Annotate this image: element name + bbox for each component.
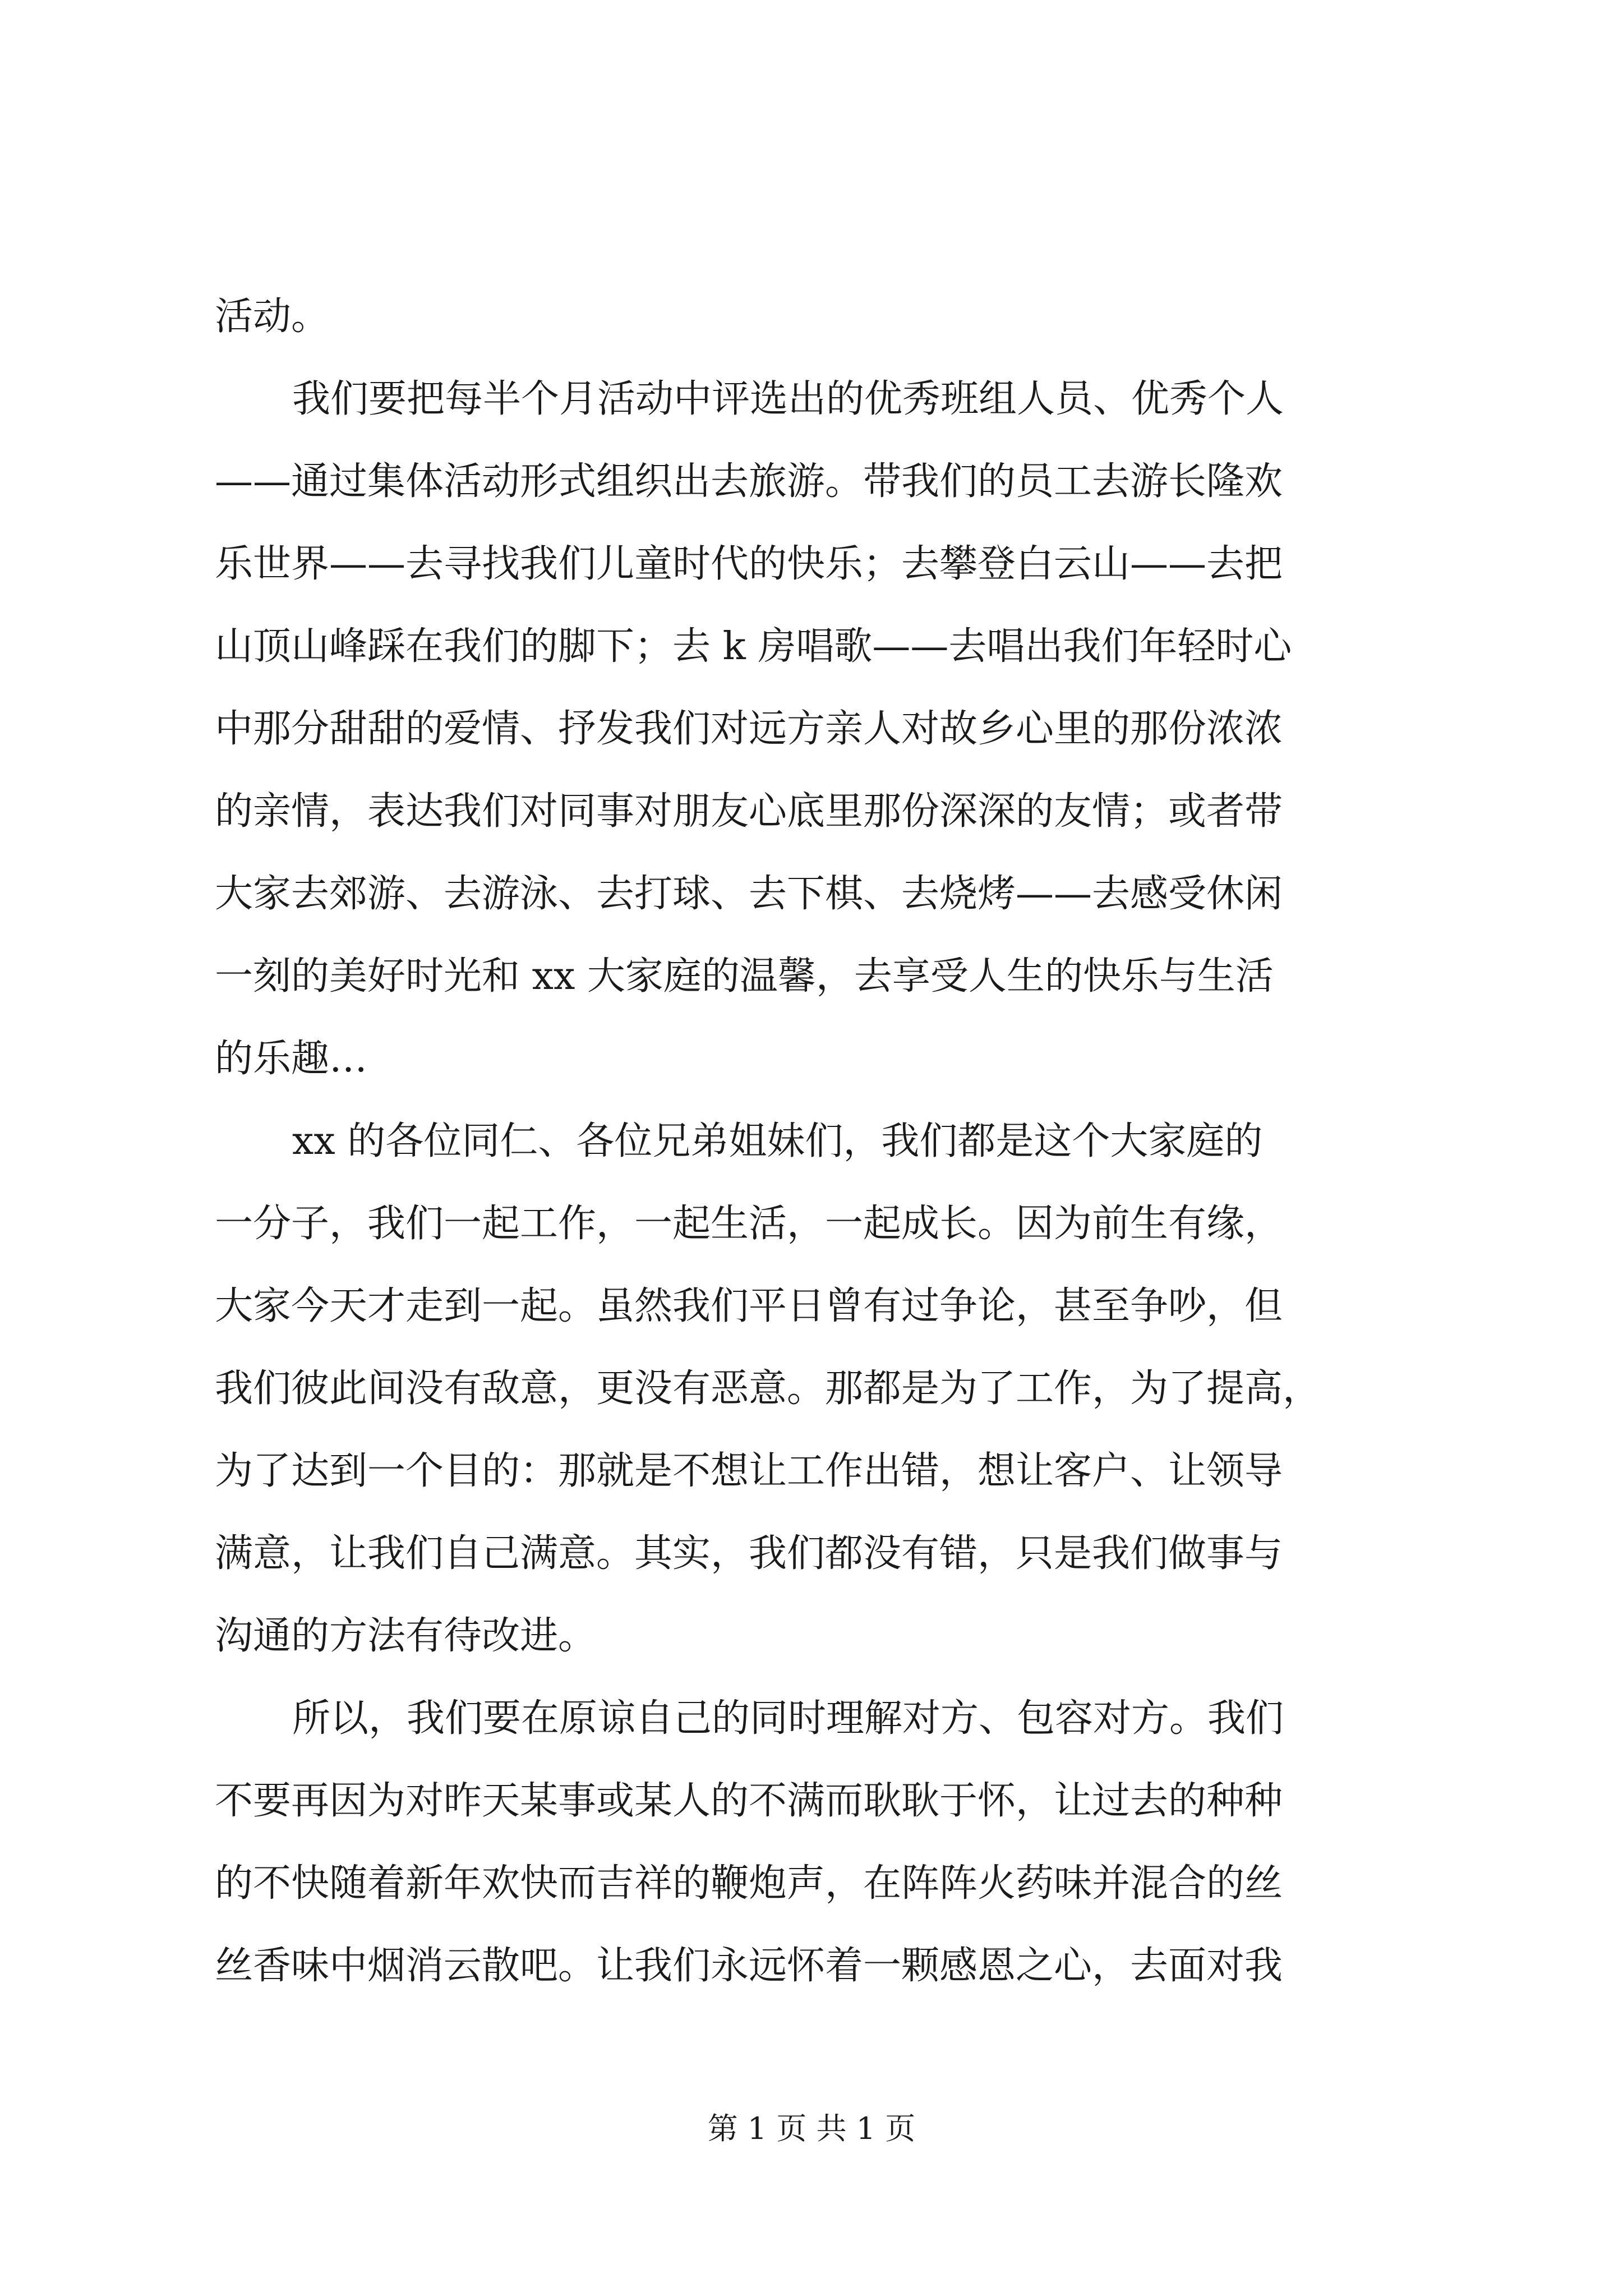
text-line: 中那分甜甜的爱情、抒发我们对远方亲人对故乡心里的那份浓浓 <box>215 707 1283 751</box>
text-line: 不要再因为对昨天某事或某人的不满而耿耿于怀，让过去的种种 <box>215 1779 1283 1823</box>
text-line: 山顶山峰踩在我们的脚下；去 k 房唱歌——去唱出我们年轻时心 <box>215 624 1292 669</box>
text-line: 活动。 <box>215 295 330 339</box>
paragraph-first-line: xx 的各位同仁、各位兄弟姐妹们，我们都是这个大家庭的 <box>292 1119 1263 1163</box>
text-line: 满意，让我们自己满意。其实，我们都没有错，只是我们做事与 <box>215 1531 1283 1576</box>
text-line: 丝香味中烟消云散吧。让我们永远怀着一颗感恩之心，去面对我 <box>215 1944 1283 1988</box>
text-line: 乐世界——去寻找我们儿童时代的快乐；去攀登白云山——去把 <box>215 542 1283 586</box>
text-line: ——通过集体活动形式组织出去旅游。带我们的员工去游长隆欢 <box>215 459 1283 504</box>
text-line: 大家去郊游、去游泳、去打球、去下棋、去烧烤——去感受休闲 <box>215 872 1283 916</box>
text-line: 为了达到一个目的：那就是不想让工作出错，想让客户、让领导 <box>215 1449 1283 1493</box>
text-line: 的乐趣… <box>215 1037 368 1081</box>
text-line: 的亲情，表达我们对同事对朋友心底里那份深深的友情；或者带 <box>215 789 1283 834</box>
page-number-footer: 第 1 页 共 1 页 <box>707 2111 916 2146</box>
text-line: 的不快随着新年欢快而吉祥的鞭炮声，在阵阵火药味并混合的丝 <box>215 1861 1283 1906</box>
text-line: 沟通的方法有待改进。 <box>215 1614 597 1658</box>
text-line: 大家今天才走到一起。虽然我们平日曾有过争论，甚至争吵，但 <box>215 1284 1283 1328</box>
paragraph-first-line: 我们要把每半个月活动中评选出的优秀班组人员、优秀个人 <box>292 377 1284 421</box>
text-line: 一分子，我们一起工作，一起生活，一起成长。因为前生有缘， <box>215 1202 1283 1246</box>
text-line: 我们彼此间没有敌意，更没有恶意。那都是为了工作，为了提高， <box>215 1366 1321 1411</box>
text-line: 一刻的美好时光和 xx 大家庭的温馨，去享受人生的快乐与生活 <box>215 954 1274 999</box>
paragraph-first-line: 所以，我们要在原谅自己的同时理解对方、包容对方。我们 <box>292 1696 1284 1741</box>
